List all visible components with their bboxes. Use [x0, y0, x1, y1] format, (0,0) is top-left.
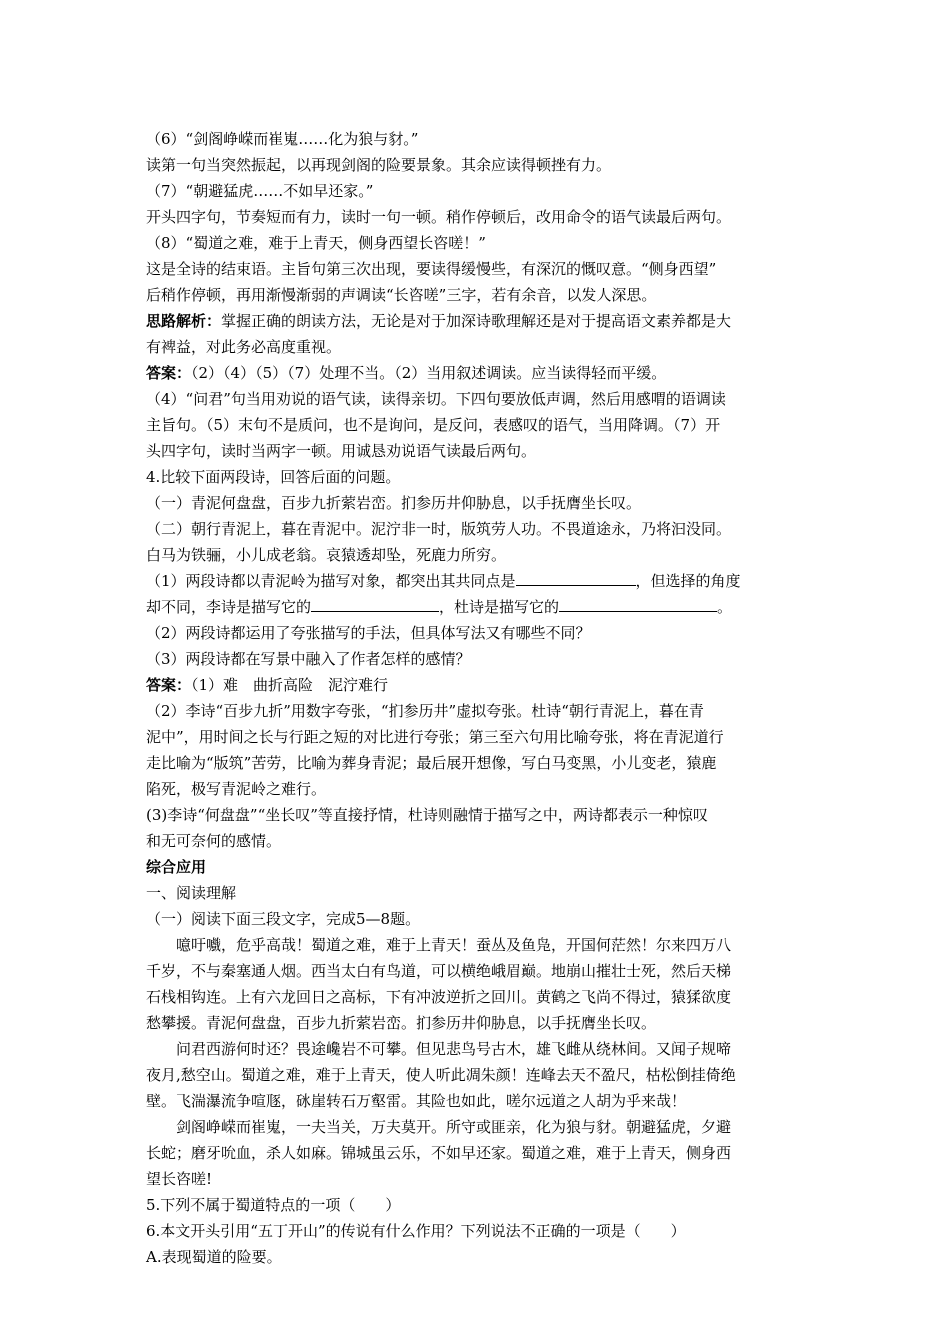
answer-line: 陷死，极写青泥岭之难行。	[146, 780, 327, 798]
analysis-text: 掌握正确的朗读方法，无论是对于加深诗歌理解还是对于提高语文素养都是大	[221, 312, 732, 330]
answer-text: （1）难 曲折高险 泥泞难行	[191, 676, 389, 694]
passage-line: 石栈相钩连。上有六龙回日之高标，下有冲波逆折之回川。黄鹤之飞尚不得过，猿猱欲度	[146, 988, 732, 1006]
answer-line: (3)李诗“何盘盘”“坐长叹”等直接抒情，杜诗则融情于描写之中，两诗都表示一种惊叹	[146, 806, 708, 824]
section-subtitle: 一、阅读理解	[146, 884, 237, 902]
sub-question-text: 却不同，李诗是描写它的	[146, 598, 312, 616]
question-5: 5.下列不属于蜀道特点的一项（ ）	[146, 1196, 401, 1214]
question-title: 4.比较下面两段诗，回答后面的问题。	[146, 468, 401, 486]
answer-line: 走比喻为“版筑”苦劳，比喻为葬身青泥；最后展开想像，写白马变黑，小儿变老，猿鹿	[146, 754, 717, 772]
sub-question-text: （1）两段诗都以青泥岭为描写对象，都突出其共同点是	[146, 572, 516, 590]
option-a: A.表现蜀道的险要。	[146, 1248, 282, 1266]
sub-question: （2）两段诗都运用了夸张描写的手法，但具体写法又有哪些不同？	[146, 624, 591, 642]
answer-line: 主旨句。（5）末句不是质问，也不是询问，是反问，表感叹的语气，当用降调。（7）开	[146, 416, 721, 434]
answer-line: （4）“问君”句当用劝说的语气读，读得亲切。下四句要放低声调，然后用感喟的语调读	[146, 390, 726, 408]
answer-line: 和无可奈何的感情。	[146, 832, 282, 850]
analysis-line: 有裨益，对此务必高度重视。	[146, 338, 342, 356]
sub-question-text: 。	[717, 598, 733, 616]
answer-label: 答案：	[146, 364, 192, 382]
passage-line: 夜月,愁空山。蜀道之难，难于上青天，使人听此凋朱颜！连峰去天不盈尺，枯松倒挂倚绝	[146, 1066, 736, 1084]
answer-label: 答案：	[146, 676, 192, 694]
text-line: 读第一句当突然振起，以再现剑阁的险要景象。其余应读得顿挫有力。	[146, 156, 612, 174]
passage-line: 千岁，不与秦塞通人烟。西当太白有鸟道，可以横绝峨眉巅。地崩山摧壮士死，然后天梯	[146, 962, 732, 980]
analysis-label: 思路解析：	[146, 312, 222, 330]
section-intro: （一）阅读下面三段文字，完成5—8题。	[146, 910, 421, 928]
text-line: 这是全诗的结束语。主旨句第三次出现，要读得缓慢些，有深沉的慨叹意。“侧身西望”	[146, 260, 717, 278]
answer-text: （2）（4）（5）（7）处理不当。（2）当用叙述调读。应当读得轻而平缓。	[191, 364, 667, 382]
poem-line: 白马为铁骊，小儿成老翁。哀猿透却坠，死鹿力所穷。	[146, 546, 507, 564]
passage-line: 噫吁嚱，危乎高哉！蜀道之难，难于上青天！蚕丛及鱼凫，开国何茫然！尔来四万八	[176, 936, 732, 954]
answer-line: 泥中”，用时间之长与行距之短的对比进行夸张；第三至六句用比喻夸张，将在青泥道行	[146, 728, 724, 746]
section-title: 综合应用	[146, 858, 207, 876]
sub-question: （3）两段诗都在写景中融入了作者怎样的感情？	[146, 650, 471, 668]
passage-line: 问君西游何时还？畏途巉岩不可攀。但见悲鸟号古木，雄飞雌从绕林间。又闻子规啼	[176, 1040, 732, 1058]
answer-blank[interactable]	[311, 595, 439, 612]
text-line: （7）“朝避猛虎……不如早还家。”	[146, 182, 374, 200]
answer-line	[146, 672, 800, 698]
text-line: 开头四字句，节奏短而有力，读时一句一顿。稍作停顿后，改用命令的语气读最后两句。	[146, 208, 732, 226]
passage-line: 长蛇；磨牙吮血，杀人如麻。锦城虽云乐，不如早还家。蜀道之难，难于上青天，侧身西	[146, 1144, 732, 1162]
sub-question-text: ，杜诗是描写它的	[439, 598, 560, 616]
sub-question-text: ，但选择的角度	[635, 572, 741, 590]
passage-line: 剑阁峥嵘而崔嵬，一夫当关，万夫莫开。所守或匪亲，化为狼与豺。朝避猛虎，夕避	[176, 1118, 732, 1136]
passage-line: 壁。飞湍瀑流争喧豗，砯崖转石万壑雷。其险也如此，嗟尔远道之人胡为乎来哉！	[146, 1092, 687, 1110]
question-6: 6.本文开头引用“五丁开山”的传说有什么作用？下列说法不正确的一项是（ ）	[146, 1222, 686, 1240]
text-line: （8）“蜀道之难，难于上青天，侧身西望长咨嗟！”	[146, 234, 486, 252]
answer-line: 头四字句，读时当两字一顿。用诚恳劝说语气读最后两句。	[146, 442, 537, 460]
poem-line: （一）青泥何盘盘，百步九折萦岩峦。扪参历井仰胁息，以手抚膺坐长叹。	[146, 494, 642, 512]
answer-blank[interactable]	[559, 595, 717, 612]
answer-blank[interactable]	[516, 569, 636, 586]
answer-line	[146, 360, 800, 386]
poem-line: （二）朝行青泥上，暮在青泥中。泥泞非一时，版筑劳人功。不畏道途永，乃将汩没同。	[146, 520, 732, 538]
sub-question	[146, 568, 800, 594]
analysis-line	[146, 308, 800, 334]
text-line: 后稍作停顿，再用渐慢渐弱的声调读“长咨嗟”三字，若有余音，以发人深思。	[146, 286, 657, 304]
passage-line: 愁攀援。青泥何盘盘，百步九折萦岩峦。扪参历井仰胁息，以手抚膺坐长叹。	[146, 1014, 657, 1032]
sub-question	[146, 594, 800, 620]
passage-line: 望长咨嗟!	[146, 1170, 213, 1188]
text-line: （6）“剑阁峥嵘而崔嵬……化为狼与豺。”	[146, 130, 419, 148]
answer-line: （2）李诗“百步九折”用数字夸张，“扪参历井”虚拟夸张。杜诗“朝行青泥上，暮在青	[146, 702, 704, 720]
